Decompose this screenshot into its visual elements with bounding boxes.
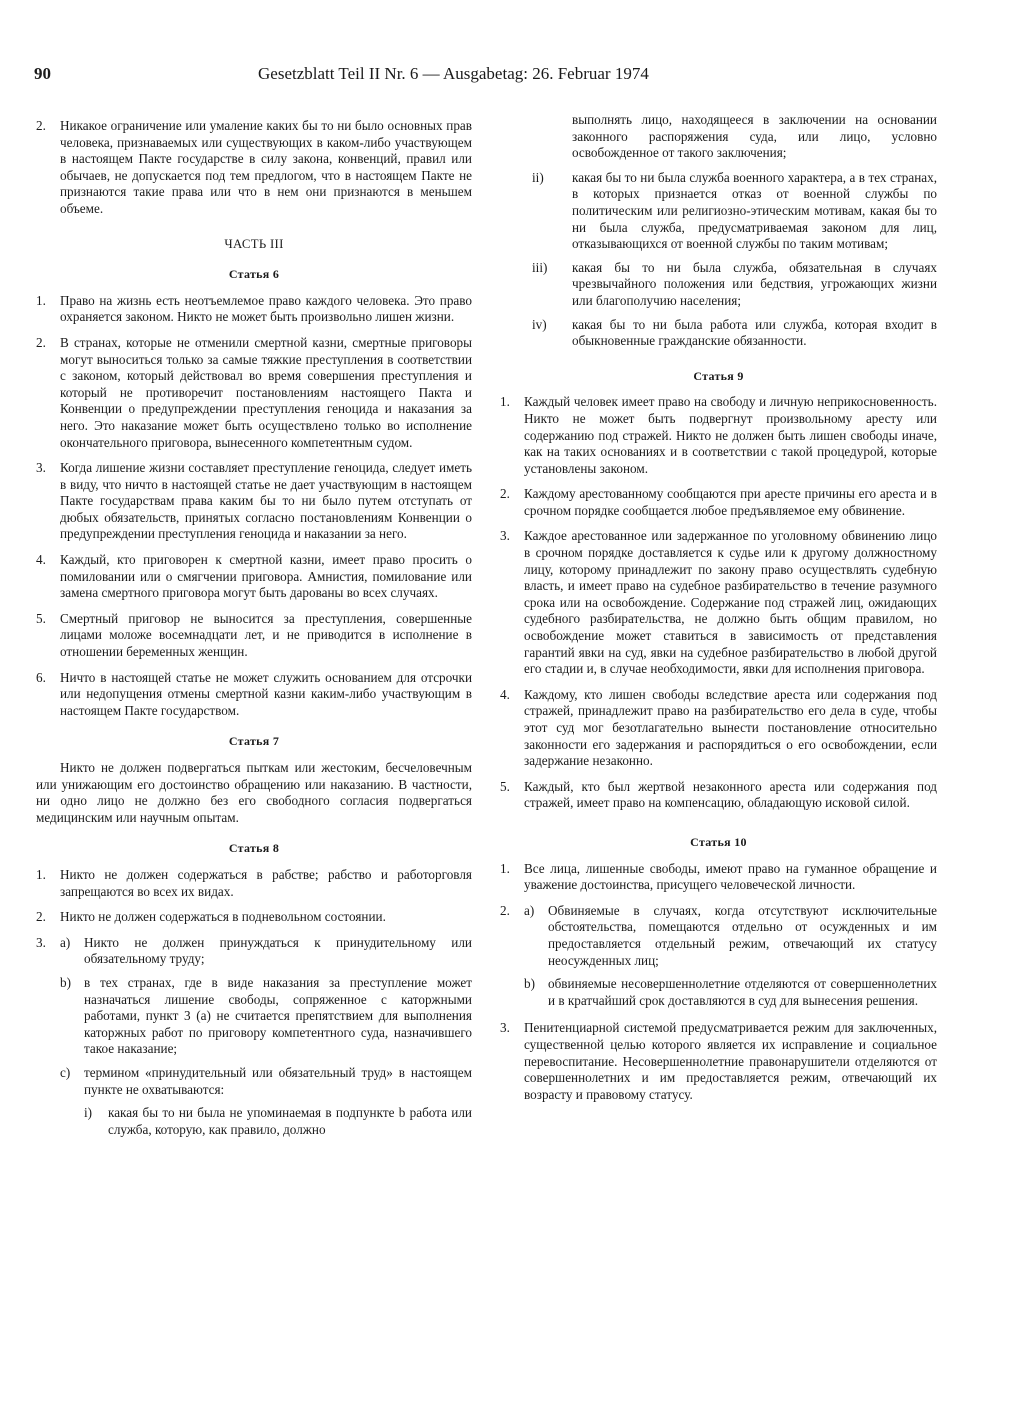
sub-sub-item	[500, 317, 937, 350]
list-item	[500, 903, 937, 1017]
part-heading: ЧАСТЬ III	[224, 236, 284, 251]
sub-item-text: Обвиняемые в случаях, когда отсутствуют исключительные обстоятельства, помещаются отдельно от осужденных и им предоставляется отдельный режим, отвечающий их статусу неосужденных лиц;	[548, 902, 937, 968]
item-body	[60, 935, 472, 1146]
right-column	[500, 112, 937, 1112]
item-text: Каждое арестованное или задержанное по уголовному обвинению лицо в срочном порядке доставляется к судье или к другому должностному лицу, которому принадлежит по закону право осуществлять судебную власть, и имеет право на судебное разбирательство в течение разумного срока или на освобождение. Содержание под стражей лиц, ожидающих судебного разбирательства, не должно быть общим правилом, но освобождение может ставиться в зависимость от представления гарантий явки на суд, явки на судебное разбирательство в любой другой его стадии и, в случае необходимости, явки для исполнения приговора.	[524, 528, 937, 677]
list-item	[500, 861, 937, 894]
item-text: Каждый человек имеет право на свободу и личную неприкосновенность. Никто не может быть подвергнут произвольному аресту или содержанию под стражей. Никто не должен быть лишен свободы иначе, как на таких основаниях и в соответствии с такой процедурой, которые установлены законом.	[524, 394, 937, 476]
item-number: 2.	[36, 118, 46, 133]
item-number: 3.	[36, 460, 46, 476]
sub-item-text: какая бы то ни была не упоминаемая в подпункте b работа или служба, которую, как правило, должно	[108, 1105, 472, 1137]
article7-text: Никто не должен подвергаться пыткам или жестоким, бесчеловечным или унижающим его достоинство обращению или наказанию. В частности, ни одно лицо не должно без его свободного согласия подвергаться медицинским или научным опытам.	[36, 760, 472, 825]
sub-item	[60, 975, 472, 1058]
item-number: 2.	[36, 334, 46, 350]
item-number: 1.	[500, 860, 510, 876]
item-text: Когда лишение жизни составляет преступление геноцида, следует иметь в виду, что ничто в настоящей статье не дает участвующим в настоящем Пакте государствам права каким бы то ни было путем отступать от дюбых обязательств, принятых согласно постановлениям Конвенции о предупреждении преступления геноцида и наказании за него.	[60, 460, 472, 542]
item-number: 4.	[500, 686, 510, 702]
item-number: 2.	[36, 909, 46, 925]
item-number: 1.	[36, 292, 46, 308]
item-text: Все лица, лишенные свободы, имеют право на гуманное обращение и уважение достоинства, присущего человеческой личности.	[524, 860, 937, 893]
running-title: Gesetzblatt Teil II Nr. 6 — Ausgabetag: 26. Februar 1974	[258, 64, 649, 83]
left-column	[36, 118, 472, 1147]
item-text: Смертный приговор не выносится за преступления, совершенные лицами моложе восемнадцати лет, и не приводится в исполнение в отношении беременных женщин.	[60, 610, 472, 660]
sub-item	[524, 976, 937, 1009]
sub-sub-item	[60, 1105, 472, 1138]
item-number: 2.	[500, 486, 510, 502]
sub-item-label: b)	[60, 974, 71, 990]
sub-sub-item	[500, 170, 937, 253]
list-item	[500, 486, 937, 519]
list-item	[36, 460, 472, 543]
item-number: 2.	[500, 902, 510, 918]
sub-item-text: обвиняемые несовершеннолетние отделяются от совершеннолетних и в кратчайший срок доставляются в суд для вынесения решения.	[548, 976, 937, 1008]
sub-item-label: ii)	[532, 169, 544, 185]
sub-item-label: c)	[60, 1064, 71, 1080]
sub-item-text: Никто не должен принуждаться к принудительному или обязательному труду;	[84, 934, 472, 967]
article-heading: Статья 10	[690, 834, 747, 849]
item-number: 4.	[36, 552, 46, 568]
sub-item-label: a)	[524, 902, 535, 918]
item-number: 3.	[36, 934, 46, 950]
item-number: 6.	[36, 669, 46, 685]
list-item	[500, 1020, 937, 1103]
item-text: Никто не должен содержаться в подневольном состоянии.	[60, 909, 386, 925]
list-item	[500, 687, 937, 770]
list-item	[500, 528, 937, 677]
item-number: 5.	[500, 778, 510, 794]
list-item	[36, 909, 472, 926]
item-text: Никакое ограничение или умаление каких бы то ни было основных прав человека, признаваемых или существующих в каком-либо участвующем в настоящем Пакте государстве в силу закона, конвенций, правил или обычаев, не допускается под тем предлогом, что в настоящем Пакте не признаются такие права или что в нем они признаются в меньшем объеме.	[60, 118, 472, 216]
item-body	[524, 903, 937, 1017]
list-item	[36, 867, 472, 900]
item-text: Каждый, кто приговорен к смертной казни, имеет право просить о помиловании или о смягчении приговора. Амнистия, помилование или замена смертного приговора могут быть дарованы во всех случаях.	[60, 552, 472, 601]
item-text: В странах, которые не отменили смертной казни, смертные приговоры могут выноситься только за самые тяжкие преступления в соответствии с законом, который действовал во время совершения преступления и который не противоречит постановлениям настоящего Пакта и Конвенции о предупреждении преступления геноцида и наказания за него. Это наказание может быть осуществлено только во исполнение окончательного приговора, вынесенного компетентным судом.	[60, 334, 472, 450]
item-number: 1.	[36, 866, 46, 882]
sub-item-text: термином «принудительный или обязательный труд» в настоящем пункте не охватываются:	[84, 1064, 472, 1097]
page-number: 90	[34, 64, 51, 83]
sub-item-text: в тех странах, где в виде наказания за преступление может назначаться лишение свободы, сопряженное с каторжными работами, пункт 3 (а) не считается препятствием для выполнения каторжных работ по приговору компетентного суда, назначившего такое наказание;	[84, 974, 472, 1057]
sub-item-label: a)	[60, 934, 71, 950]
list-item	[36, 670, 472, 720]
list-item	[500, 779, 937, 812]
item-text: Каждому, кто лишен свободы вследствие ареста или содержания под стражей, принадлежит право на разбирательство его дела в суде, чтобы этот суд мог безотлагательно вынести постановление относительно законности его задержания и распорядиться о его освобождении, если задержание незаконно.	[524, 686, 937, 769]
item-text: Каждому арестованному сообщаются при аресте причины его ареста и в срочном порядке сообщается любое предъявляемое ему обвинение.	[524, 486, 937, 518]
sub-item	[60, 1065, 472, 1098]
sub-item-label: iv)	[532, 316, 547, 332]
item-text: Ничто в настоящей статье не может служить основанием для отсрочки или недопущения отмены смертной казни каким-либо участвующим в настоящем Пакте государством.	[60, 669, 472, 718]
sub-sub-item	[500, 260, 937, 310]
item-text: Пенитенциарной системой предусматривается режим для заключенных, существенной целью которого является их исправление и социальное перевоспитание. Несовершеннолетние правонарушители отделяются от совершеннолетних и им предоставляется режим, отвечающий их возрасту и правовому статусу.	[524, 1020, 937, 1102]
sub-item-label: i)	[84, 1105, 93, 1121]
item-text: Никто не должен содержаться в рабстве; рабство и работорговля запрещаются во всех их видах.	[60, 866, 472, 899]
item-text: Право на жизнь есть неотъемлемое право каждого человека. Это право охраняется законом. Никто не может быть произвольно лишен жизни.	[60, 292, 472, 325]
sub-item-text: какая бы то ни была работа или служба, которая входит в обыкновенные гражданские обязанности.	[572, 316, 937, 349]
article-heading: Статья 9	[693, 368, 744, 383]
article5-paragraph-2	[36, 118, 472, 218]
list-item	[36, 935, 472, 1146]
article-heading: Статья 8	[228, 841, 280, 856]
sub-item-text: какая бы то ни была служба военного характера, а в тех странах, в которых признается отказ от военной службы по политическим или религиозно-этическим мотивам, какая бы то ни была служба, предусматриваемая законом для лиц, отказывающихся от военной службы по таким мотивам;	[572, 169, 937, 252]
list-item	[36, 335, 472, 451]
page-header	[34, 64, 934, 86]
item-text: Каждый, кто был жертвой незаконного ареста или содержания под стражей, имеет право на компенсацию, обладающую исковой силой.	[524, 778, 937, 811]
list-item	[36, 611, 472, 661]
list-item	[500, 394, 937, 477]
sub-item-label: iii)	[532, 259, 548, 275]
sub-item-text: какая бы то ни была служба, обязательная в случаях чрезвычайного положения или бедствия, угрожающих жизни или благополучию населения;	[572, 259, 937, 308]
sub-item-label: b)	[524, 976, 535, 992]
sub-item	[60, 935, 472, 968]
item-number: 5.	[36, 610, 46, 626]
list-item	[36, 293, 472, 326]
sub-item	[524, 903, 937, 969]
continued-text: выполнять лицо, находящееся в заключении на основании законного распоряжения суда, или лицо, условно освобожденное от такого заключения;	[572, 112, 937, 161]
item-number: 3.	[500, 528, 510, 544]
article-heading: Статья 6	[228, 267, 280, 282]
list-item	[36, 552, 472, 602]
item-number: 3.	[500, 1020, 510, 1036]
article-heading: Статья 7	[228, 734, 280, 749]
item-number: 1.	[500, 394, 510, 410]
